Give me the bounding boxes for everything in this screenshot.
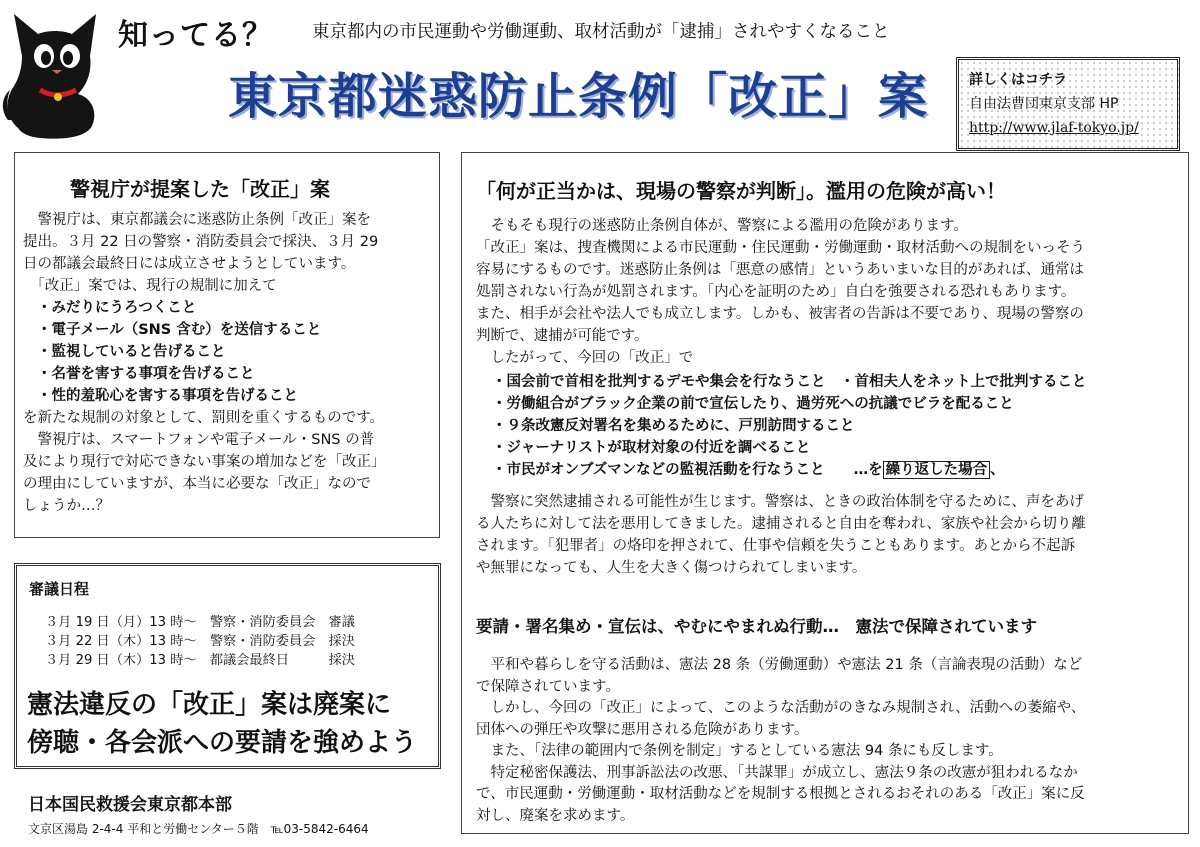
constitution-paragraph: 平和や暮らしを守る活動は、憲法 28 条（労働運動）や憲法 21 条（言論表現の活動）など で保障されています。 しかし、今回の「改正」によって、このような活動がのきなみ規制され、活動への萎縮や、 団体への弾圧や攻撃に悪用される危険があります。 また、「法律の範囲内で条例を制定」するとしている憲法 94 条にも反します。 特定秘密保護法、刑事訴訟法の改悪、「共謀罪」が成立し、憲法９条の改憲が狙われるなか で、市民運動・労働運動・取材活動などを規制する根拠とされるおそれのある「改正」案に反 対し、廃案を求めます。: [476, 657, 1086, 824]
regulation-bullet: ・みだりにうろつくこと: [37, 300, 197, 316]
page-title: 東京都迷惑防止条例「改正」案: [228, 68, 929, 125]
repeat-condition-tail: 、: [990, 462, 1005, 478]
arrest-risk-paragraph: 警察に突然逮捕される可能性が生じます。警察は、ときの政治体制を守るために、声をあげ る人たちに対して法を悪用してきました。逮捕されると自由を奪われ、家族や社会から切り離 されます。「犯罪者」の烙印を押されて、仕事や信頼を失うこともあります。あとから不起訴 や無罪になっても、人生を大きく傷つけられてしまいます。: [476, 494, 1086, 576]
activity-bullet: ・９条改憲反対署名を集めるために、戸別訪問すること: [492, 418, 855, 434]
slogan-line-1: 憲法違反の「改正」案は廃案に: [27, 690, 392, 720]
header-subtitle: 東京都内の市民運動や労働運動、取材活動が「逮捕」されやすくなること: [312, 22, 890, 42]
schedule-box: [14, 563, 441, 769]
activity-bullet-last: [492, 459, 1005, 481]
constitution-heading: 要請・署名集め・宣伝は、やむにやまれぬ行動… 憲法で保障されています: [476, 617, 1037, 636]
hp-url-link[interactable]: http://www.jlaf-tokyo.jp/: [969, 120, 1139, 136]
hp-info-box: [956, 57, 1180, 151]
regulation-bullet: ・性的羞恥心を害する事項を告げること: [37, 388, 298, 404]
hp-info-label: 詳しくはコチラ: [969, 72, 1067, 88]
proposal-question-paragraph: を新たな規制の対象として、罰則を重くするものです。 警視庁は、スマートフォンや電子メール・SNS の普 及により現行で対応できない事案の増加などを「改正」 の理由にしていますが、本当に必要な「改正」なので しょうか…？: [23, 410, 386, 514]
proposal-intro-paragraph: 警視庁は、東京都議会に迷惑防止条例「改正」案を 提出。３月 22 日の警察・消防委員会で採決、３月 29 日の都議会最終日には成立させようとしています。 「改正」案では、現行の規制に加えて: [23, 212, 379, 294]
kicker-text: 知ってる？: [118, 18, 273, 53]
schedule-row: ３月 29 日（木）13 時～ 都議会最終日 採決: [45, 653, 355, 668]
organization-name: 日本国民救援会東京都本部: [28, 795, 232, 815]
regulation-bullet: ・電子メール（SNS 含む）を送信すること: [37, 322, 322, 338]
schedule-row: ３月 19 日（月）13 時～ 警察・消防委員会 審議: [45, 615, 355, 630]
black-cat-logo: [0, 0, 112, 140]
schedule-row: ３月 22 日（木）13 時～ 警察・消防委員会 採決: [45, 634, 355, 649]
proposal-summary-box: [14, 152, 440, 538]
schedule-heading: 審議日程: [29, 580, 90, 598]
regulation-bullet: ・名誉を害する事項を告げること: [37, 366, 255, 382]
activity-bullet: ・ジャーナリストが取材対象の付近を調べること: [492, 440, 811, 456]
activity-bullet-text: ・市民がオンブズマンなどの監視活動を行なうこと …を: [492, 462, 883, 478]
danger-paragraph: そもそも現行の迷惑防止条例自体が、警察による濫用の危険があります。 「改正」案は、捜査機関による市民運動・住民運動・労働運動・取材活動への規制をいっそう 容易にするものです。迷惑防止条例は「悪意の感情」というあいまいな目的があれば、通常は 処罰されない行為が処罰されます。「内心を証明のため」自白を強要される恐れもあります。 また、相手が会社や法人でも成立します。しかも、被害者の告訴は不要であり、現場の警察の 判断で、逮捕が可能です。 したがって、今回の「改正」で: [476, 218, 1085, 366]
hp-org-name: 自由法曹団東京支部 HP: [969, 96, 1119, 112]
slogan-line-2: 傍聴・各会派への要請を強めよう: [27, 728, 418, 758]
activity-bullet: ・労働組合がブラック企業の前で宣伝したり、過労死への抗議でビラを配ること: [492, 396, 1014, 412]
organization-address: 文京区湯島 2-4-4 平和と労働センター５階 ℡03-5842-6464: [28, 822, 369, 836]
activity-bullet: ・国会前で首相を批判するデモや集会を行なうこと ・首相夫人をネット上で批判すること: [492, 374, 1087, 390]
regulation-bullet: ・監視していると告げること: [37, 344, 226, 360]
repeat-condition-label: 繰り返した場合: [883, 461, 991, 479]
danger-heading: 「何が正当かは、現場の警察が判断」。濫用の危険が高い！: [476, 179, 1006, 203]
danger-explanation-box: [461, 152, 1189, 834]
proposal-heading: 警視庁が提案した「改正」案: [70, 177, 330, 201]
